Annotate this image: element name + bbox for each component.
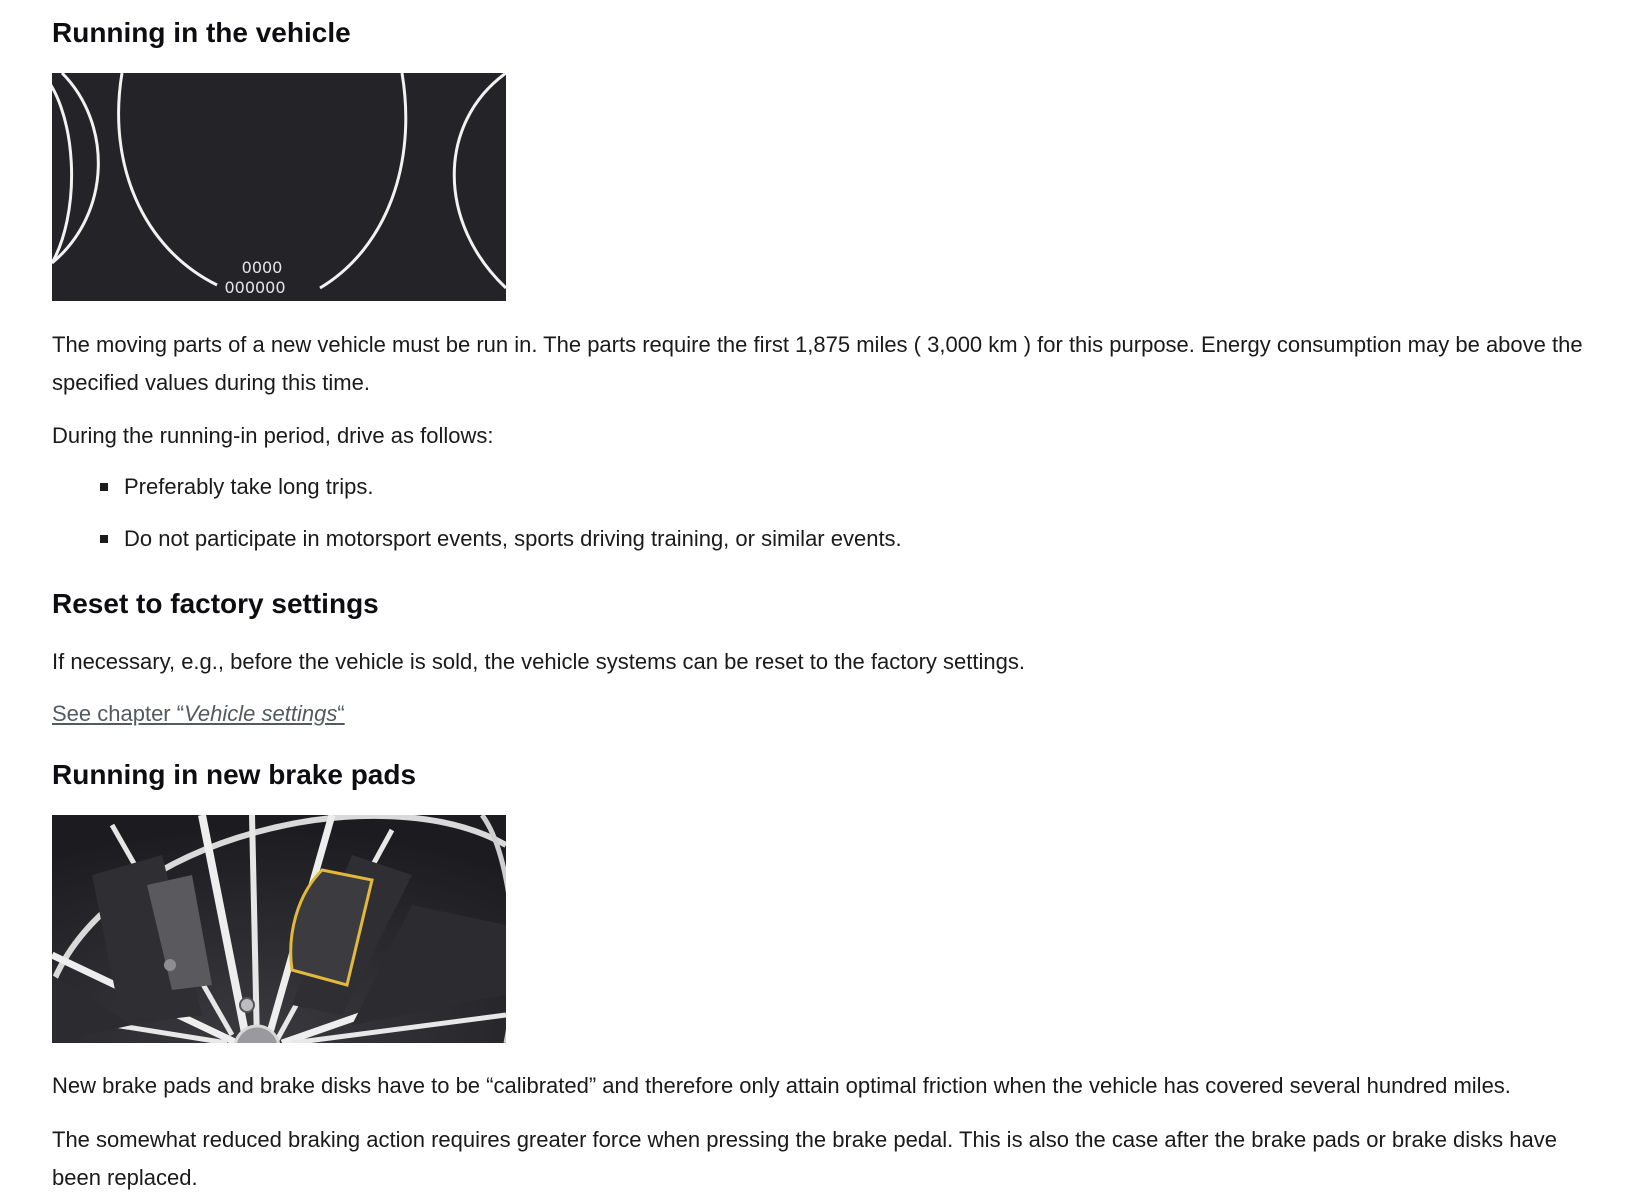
running-in-bullet-list (100, 468, 902, 572)
link-suffix: “ (337, 701, 345, 726)
list-item-text: Preferably take long trips. (124, 474, 374, 499)
paragraph-reset-info: If necessary, e.g., before the vehicle is sold, the vehicle systems can be reset to the factory settings. (52, 649, 1025, 674)
heading-running-in-brake-pads: Running in new brake pads (52, 759, 417, 790)
wheel-brake-image (52, 815, 506, 1043)
cluster-trip-readout: 0000 (241, 258, 283, 277)
wheel-brake-illustration (52, 815, 506, 1043)
paragraph-brake-calibration: New brake pads and brake disks have to be “calibrated” and therefore only attain optimal friction when the vehicle has covered several hundred miles. (52, 1073, 1511, 1098)
paragraph-running-in-instructions: During the running-in period, drive as follows: (52, 423, 494, 448)
paragraph-running-in-intro: The moving parts of a new vehicle must be run in. The parts require the first 1,875 miles ( 3,000 km ) for this purpose. Energy consumption may be above the specified values during this time. (52, 332, 1583, 395)
list-item (100, 468, 902, 506)
heading-running-in-vehicle: Running in the vehicle (52, 17, 351, 48)
instrument-cluster-image (52, 73, 506, 301)
list-item (100, 520, 902, 558)
bullet-square-icon (100, 535, 108, 543)
bullet-square-icon (100, 483, 108, 491)
paragraph-brake-force: The somewhat reduced braking action requires greater force when pressing the brake pedal. This is also the case after the brake pads or brake disks have been replaced. (52, 1127, 1557, 1190)
link-title: Vehicle settings (184, 701, 338, 726)
heading-reset-factory-settings: Reset to factory settings (52, 588, 379, 619)
link-prefix: See chapter “ (52, 701, 185, 726)
cluster-odometer-readout: 000000 (224, 278, 286, 297)
instrument-cluster-illustration (52, 73, 506, 301)
vehicle-settings-chapter-link[interactable] (52, 695, 345, 733)
list-item-text: Do not participate in motorsport events, sports driving training, or similar events. (124, 526, 902, 551)
